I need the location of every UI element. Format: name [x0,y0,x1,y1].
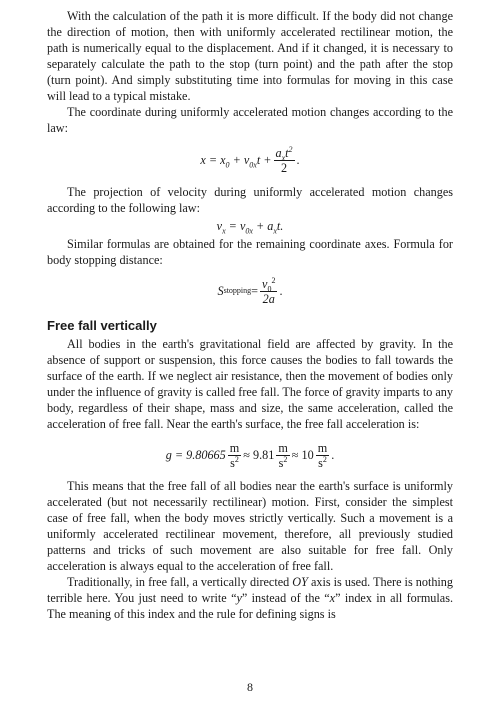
section-heading: Free fall vertically [47,318,157,333]
paragraph-oy-axis: Traditionally, in free fall, a vertically directed OY axis is used. There is nothing terrible here. You just need to write “y” instead of the “x” index in all formulas. The meaning of this index and the rule for defining signs is [47,575,453,621]
page-number: 8 [247,680,253,694]
coord-fraction: $\frac{a_xt^2}{2}$ [275,144,293,175]
coordinate-formula: $x = x_0 + v_{0x}t$ + $\frac{a_xt^2}{2}$ . [200,144,300,175]
paragraph-velocity-intro: The projection of velocity during uniformly accelerated motion changes according to the following law: [47,185,453,215]
paragraph-gravity: All bodies in the earth's gravitational field are affected by gravity. In the absence of support or suspension, this force causes the bodies to fall towards the surface of the earth. If we neglect air resistance, then the movement of bodies only under the influence of gravity is called free fall. The force of gravity imparts to any body, regardless of their shape, mass and size, the same acceleration, called the acceleration of free fall. Near the earth's surface, the free fall acceleration is: [47,337,453,431]
stopping-fraction: $\frac{v_0^2}{2a}$ [262,275,276,306]
page-content [47,8,453,622]
unit-fraction-2: $\frac{m}{s^2}$ [278,440,288,470]
stopping-distance-formula: S stopping = $\frac{v_0^2}{2a}$ . [217,275,283,306]
paragraph-coordinate-intro: The coordinate during uniformly accelerated motion changes according to the law: [47,105,453,135]
paragraph-stopping-intro: Similar formulas are obtained for the remaining coordinate axes. Formula for body stopping distance: [47,237,453,267]
velocity-formula: $v_x = v_{0x} + a_xt$. [216,219,284,236]
paragraph-free-fall-meaning: This means that the free fall of all bodies near the earth's surface is uniformly accelerated (but not necessarily rectilinear) motion. First, consider the simplest case of free fall, when the body moves strictly vertically. Such a movement is a uniformly accelerated rectilinear movement, therefore, all previously studied patterns and tricks of such movement are also suitable for free fall. Only acceleration is always equal to the acceleration of free fall. [47,479,453,573]
unit-fraction-3: $\frac{m}{s^2}$ [317,440,328,470]
paragraph-path: With the calculation of the path it is more difficult. If the body did not change the direction of motion, then with uniformly accelerated rectilinear motion, the path is numerically equal to the displacement. And if it changed, it is necessary to separately calculate the path to the stop (turn point) and the path after the stop (turn point). And simply substituting time into formulas for moving in this case will lead to a typical mistake. [47,9,453,103]
unit-fraction-1: $\frac{m}{s^2}$ [229,440,240,470]
coord-part: $x = x_0 + v_{0x}t$ + [200,153,272,170]
gravity-formula: g = 9.80665 $\frac{m}{s^2}$ ≈ 9.81 $\frac{m}{s^2}$ ≈ 10 $\frac{m}{s^2}$ . [165,440,335,470]
